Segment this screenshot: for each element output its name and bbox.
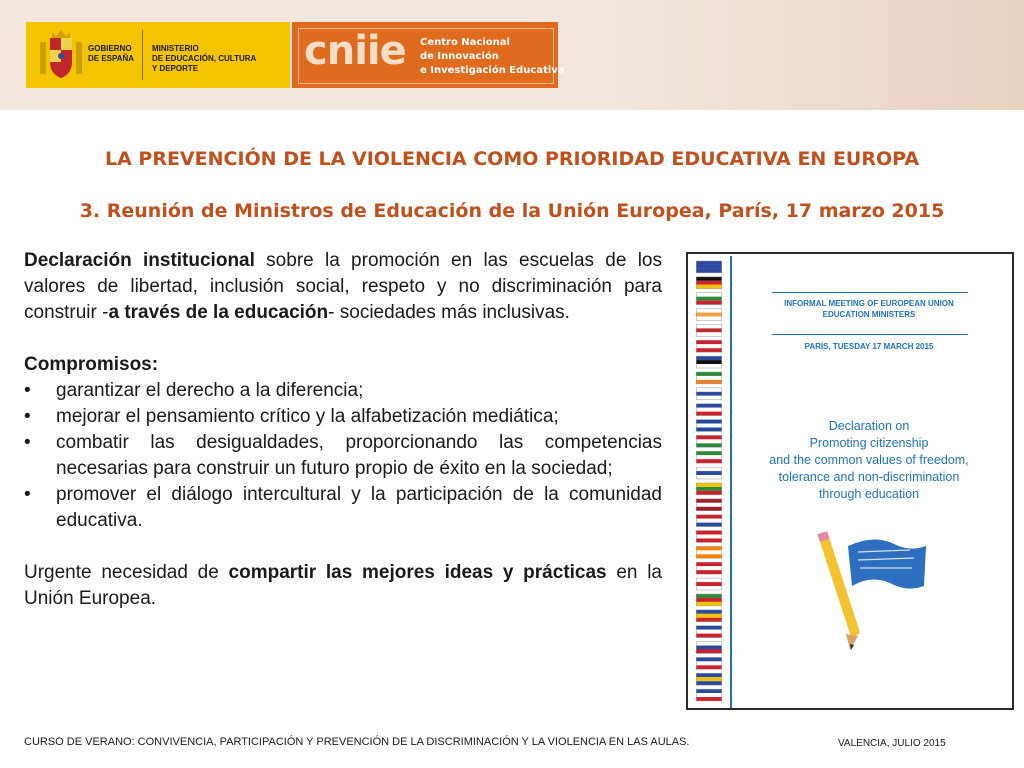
list-item: • promover el diálogo intercultural y la participación de la comunidad educativa. xyxy=(24,484,662,531)
flag-stripe xyxy=(696,554,722,558)
cover-rule-top xyxy=(772,292,968,293)
body-text xyxy=(24,248,662,612)
flag-stripe xyxy=(696,344,722,348)
eu-flags-column xyxy=(696,260,722,704)
cover-blue-line xyxy=(730,256,732,708)
intro-paragraph: Declaración institucional sobre la promoción en las escuelas de los valores de libertad, inclusión social, respeto y no discriminación para construir -a través de la educación- sociedades más inclusivas. xyxy=(24,250,662,323)
flag-stripe xyxy=(696,471,722,475)
flag-stripe xyxy=(696,570,722,574)
cniie-wordmark: cniie xyxy=(304,28,406,74)
flag-stripe xyxy=(696,535,722,539)
flag-stripe xyxy=(696,491,722,495)
flag-stripe xyxy=(696,566,722,570)
flag-stripe xyxy=(696,388,722,392)
flag-stripe xyxy=(696,503,722,507)
flag-stripe xyxy=(696,356,722,360)
page-title: LA PREVENCIÓN DE LA VIOLENCIA COMO PRIORIDAD EDUCATIVA EN EUROPA xyxy=(104,148,920,170)
flag-stripe xyxy=(696,309,722,313)
flag-stripe xyxy=(696,538,722,542)
flag-stripe xyxy=(696,435,722,439)
flag-stripe xyxy=(696,324,722,328)
flag-stripe xyxy=(696,277,722,281)
flag-stripe xyxy=(696,348,722,352)
flag-stripe xyxy=(696,634,722,638)
cover-declaration-title: Declaration on Promoting citizenship and the common values of freedom, tolerance and non-discrimination through education xyxy=(769,419,969,501)
flag-stripe xyxy=(696,475,722,479)
flag-stripe xyxy=(696,519,722,523)
flag-stripe xyxy=(696,618,722,622)
logo-strip xyxy=(26,22,565,88)
flag-stripe xyxy=(696,301,722,305)
flag-stripe xyxy=(696,681,722,685)
flag-stripe xyxy=(696,285,722,289)
flag-stripe xyxy=(696,693,722,697)
flag-stripe xyxy=(696,677,722,681)
cniie-subtitle: Centro Nacional de Innovación e Investigación Educativa xyxy=(420,37,565,76)
flag-stripe xyxy=(696,531,722,535)
declaration-cover-image xyxy=(686,252,1014,710)
flag-stripe xyxy=(696,396,722,400)
flag-stripe xyxy=(696,269,722,273)
flag-stripe xyxy=(696,578,722,582)
flag-stripe xyxy=(696,697,722,701)
logo-separator xyxy=(142,30,143,80)
flag-stripe xyxy=(696,626,722,630)
flag-stripe xyxy=(696,420,722,424)
commitments-heading: Compromisos: xyxy=(24,354,159,375)
flag-stripe xyxy=(696,507,722,511)
header-fade xyxy=(604,0,1024,110)
gobierno-logo xyxy=(26,22,290,88)
flag-stripe xyxy=(696,293,722,297)
flag-stripe xyxy=(696,614,722,618)
ministerio-text: MINISTERIO DE EDUCACIÓN, CULTURA Y DEPORTE xyxy=(152,44,257,73)
flag-stripe xyxy=(696,657,722,661)
flag-stripe xyxy=(696,646,722,650)
flag-stripe xyxy=(696,372,722,376)
flag-stripe xyxy=(696,610,722,614)
flag-stripe xyxy=(696,281,722,285)
flag-stripe xyxy=(696,376,722,380)
flag-stripe xyxy=(696,598,722,602)
flag-stripe xyxy=(696,392,722,396)
flag-stripe xyxy=(696,467,722,471)
page-subtitle: 3. Reunión de Ministros de Educación de la Unión Europea, París, 17 marzo 2015 xyxy=(79,200,945,222)
list-item: • mejorar el pensamiento crítico y la alfabetización mediática; xyxy=(24,406,559,427)
flag-stripe xyxy=(696,332,722,336)
flag-stripe xyxy=(696,586,722,590)
flag-stripe xyxy=(696,459,722,463)
pencil-flag-illustration xyxy=(814,526,930,652)
header-band xyxy=(0,0,1024,110)
flag-stripe xyxy=(696,360,722,364)
flag-stripe xyxy=(696,499,722,503)
flag-stripe xyxy=(696,265,722,269)
flag-stripe xyxy=(696,297,722,301)
cniie-logo xyxy=(292,22,565,88)
flag-stripe xyxy=(696,261,722,265)
flag-stripe xyxy=(696,364,722,368)
flag-stripe xyxy=(696,316,722,320)
flag-stripe xyxy=(696,594,722,598)
flag-stripe xyxy=(696,550,722,554)
footer-course: CURSO DE VERANO: CONVIVENCIA, PARTICIPACIÓN Y PREVENCIÓN DE LA DISCRIMINACIÓN Y LA VIOLENCIA EN LAS AULAS. xyxy=(24,736,690,748)
flag-stripe xyxy=(696,424,722,428)
flag-stripe xyxy=(696,455,722,459)
footer-place-date: VALENCIA, JULIO 2015 xyxy=(838,738,946,749)
commitments-list xyxy=(24,378,662,534)
flag-stripe xyxy=(696,340,722,344)
flag-stripe xyxy=(696,546,722,550)
flag-stripe xyxy=(696,443,722,447)
closing-paragraph: Urgente necesidad de compartir las mejores ideas y prácticas en la Unión Europea. xyxy=(24,562,663,609)
flag-stripe xyxy=(696,483,722,487)
flag-stripe xyxy=(696,630,722,634)
flag-stripe xyxy=(696,689,722,693)
flag-stripe xyxy=(696,642,722,646)
cover-rule-bottom xyxy=(772,334,968,335)
flag-stripe xyxy=(696,439,722,443)
flag-stripe xyxy=(696,313,722,317)
flag-stripe xyxy=(696,665,722,669)
list-item: • garantizar el derecho a la diferencia; xyxy=(24,380,364,401)
flag-stripe xyxy=(696,404,722,408)
flag-stripe xyxy=(696,487,722,491)
flag-stripe xyxy=(696,661,722,665)
flag-stripe xyxy=(696,328,722,332)
flag-stripe xyxy=(696,523,722,527)
flag-stripe xyxy=(696,582,722,586)
flag-stripe xyxy=(696,412,722,416)
flag-stripe xyxy=(696,562,722,566)
flag-stripe xyxy=(696,515,722,519)
flag-stripe xyxy=(696,408,722,412)
flag-stripe xyxy=(696,649,722,653)
flag-stripe xyxy=(696,673,722,677)
list-item: • combatir las desigualdades, proporcionando las competencias necesarias para construir un futuro propio de éxito en la sociedad; xyxy=(24,432,662,479)
cover-date: PARIS, TUESDAY 17 MARCH 2015 xyxy=(804,342,934,351)
coat-of-arms-icon xyxy=(38,28,84,82)
flag-stripe xyxy=(696,427,722,431)
flag-stripe xyxy=(696,380,722,384)
flag-stripe xyxy=(696,602,722,606)
gobierno-text: GOBIERNO DE ESPAÑA xyxy=(88,44,135,63)
flag-stripe xyxy=(696,451,722,455)
cover-meeting-title: INFORMAL MEETING OF EUROPEAN UNION EDUCATION MINISTERS xyxy=(784,299,954,319)
